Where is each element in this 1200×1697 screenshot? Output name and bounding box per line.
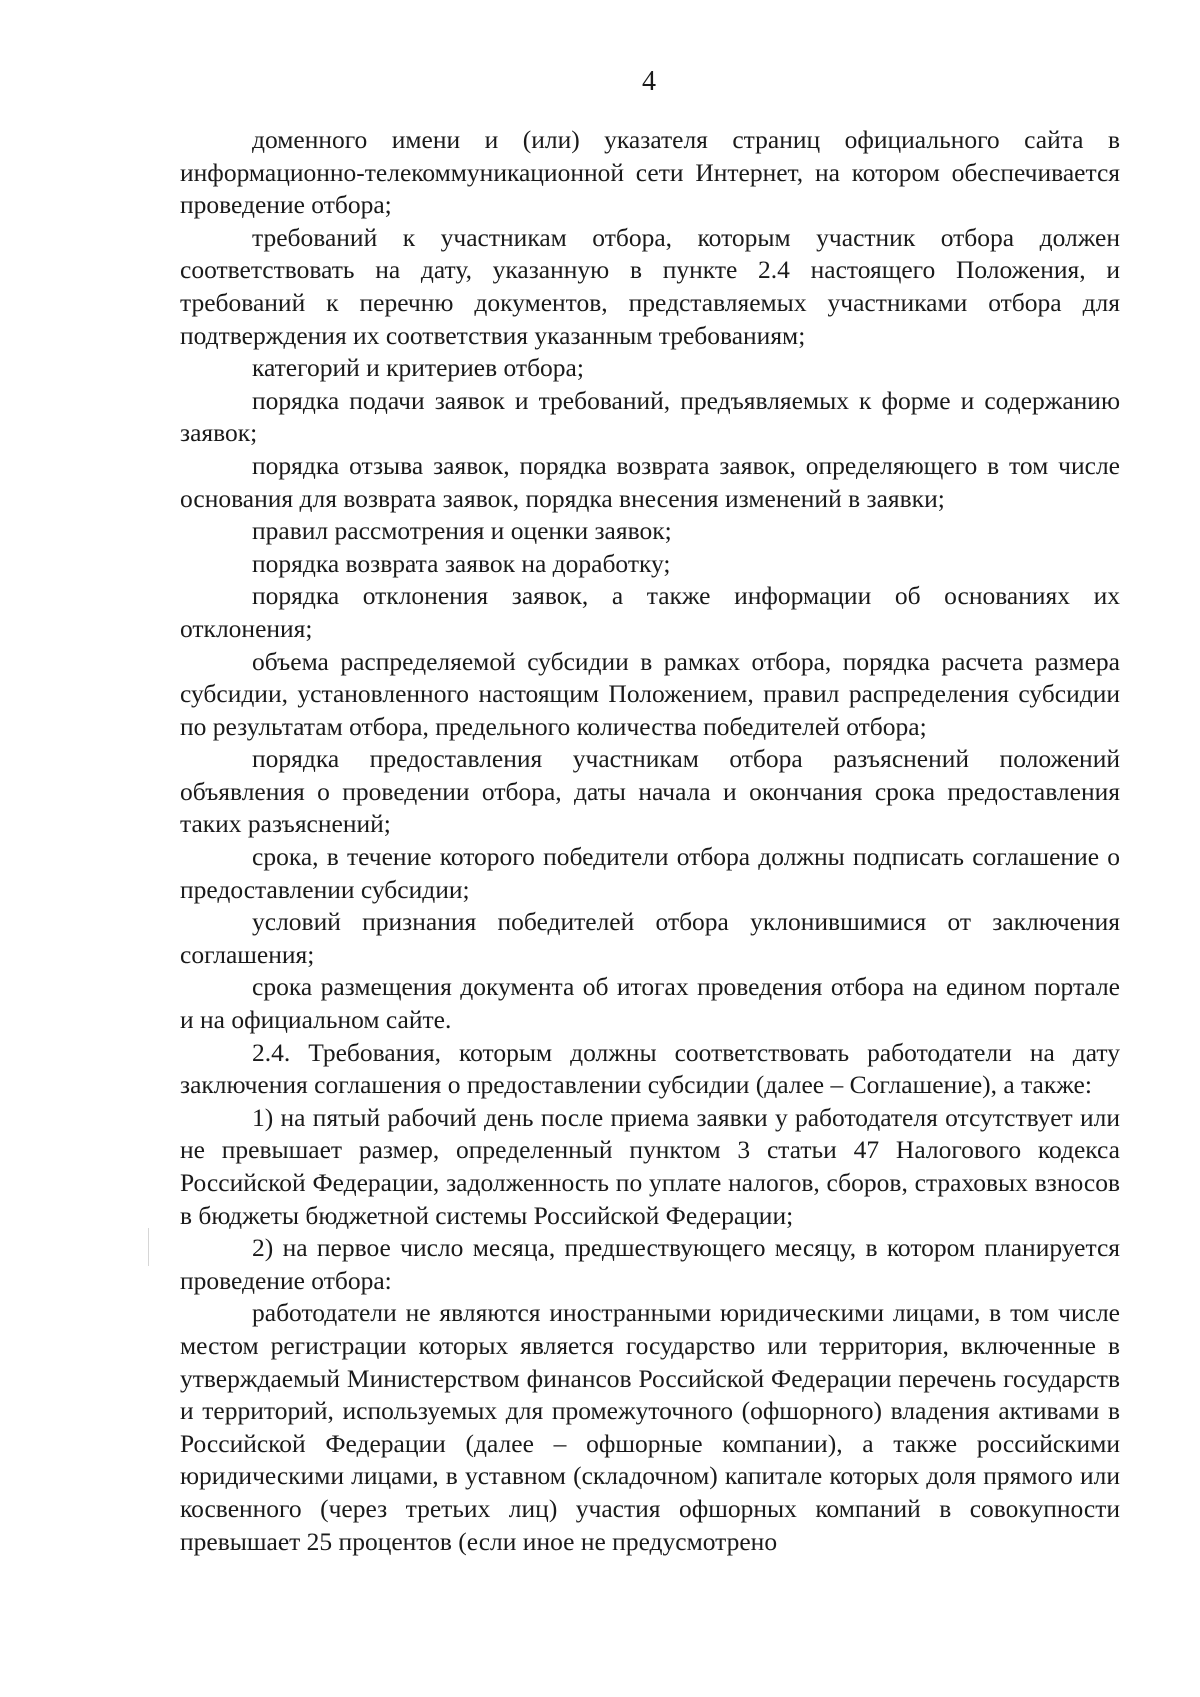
list-item-1: 1) на пятый рабочий день после приема заявки у работодателя отсутствует или не превышает размер, определенный пунктом 3 статьи 47 Налогового кодекса Российской Федерации, задолженность по уплате налогов, сборов, страховых взносов в бюджеты бюджетной системы Российской Федерации; [180, 1102, 1120, 1230]
section-2-4-paragraph: 2.4. Требования, которым должны соответствовать работодатели на дату заключения соглашения о предоставлении субсидии (далее – Соглашение), а также: [180, 1037, 1120, 1100]
paragraph: категорий и критериев отбора; [252, 353, 584, 383]
paragraph: требований к участникам отбора, которым участник отбора должен соответствовать на дату, указанную в пункте 2.4 настоящего Положения, и требований к перечню документов, представляемых участниками отбора для подтверждения их соответствия указанным требованиям; [180, 222, 1120, 350]
paragraph: срока размещения документа об итогах проведения отбора на едином портале и на официальном сайте. [180, 972, 1120, 1035]
paragraph: доменного имени и (или) указателя страниц официального сайта в информационно-телекоммуникационной сети Интернет, на котором обеспечивается проведение отбора; [180, 125, 1120, 220]
paragraph: порядка отклонения заявок, а также информации об основаниях их отклонения; [180, 581, 1120, 643]
paragraph: порядка предоставления участникам отбора разъяснений положений объявления о проведении отбора, даты начала и окончания срока предоставления таких разъяснений; [180, 744, 1120, 839]
page-number: 4 [642, 66, 656, 97]
paragraph: срока, в течение которого победители отбора должны подписать соглашение о предоставлении субсидии; [180, 842, 1120, 904]
list-item-2: 2) на первое число месяца, предшествующего месяцу, в котором планируется проведение отбора: [180, 1233, 1120, 1295]
paragraph: порядка возврата заявок на доработку; [252, 548, 671, 578]
paragraph: порядка отзыва заявок, порядка возврата заявок, определяющего в том числе основания для возврата заявок, порядка внесения изменений в заявки; [180, 450, 1120, 513]
scan-artifact-line [148, 1228, 149, 1266]
paragraph: правил рассмотрения и оценки заявок; [252, 516, 672, 546]
document-body [180, 124, 1120, 1558]
paragraph: условий признания победителей отбора уклонившимися от заключения соглашения; [180, 907, 1120, 969]
paragraph: порядка подачи заявок и требований, предъявляемых к форме и содержанию заявок; [180, 385, 1120, 448]
paragraph: объема распределяемой субсидии в рамках отбора, порядка расчета размера субсидии, установленного настоящим Положением, правил распределения субсидии по результатам отбора, предельного количества победителей отбора; [180, 646, 1120, 741]
paragraph: работодатели не являются иностранными юридическими лицами, в том числе местом регистрации которых является государство или территория, включенные в утверждаемый Министерством финансов Российской Федерации перечень государств и территорий, используемых для промежуточного (офшорного) владения активами в Российской Федерации (далее – офшорные компании), а также российскими юридическими лицами, в уставном (складочном) капитале которых доля прямого или косвенного (через третьих лиц) участия офшорных компаний в совокупности превышает 25 процентов (если иное не предусмотрено [180, 1298, 1120, 1556]
